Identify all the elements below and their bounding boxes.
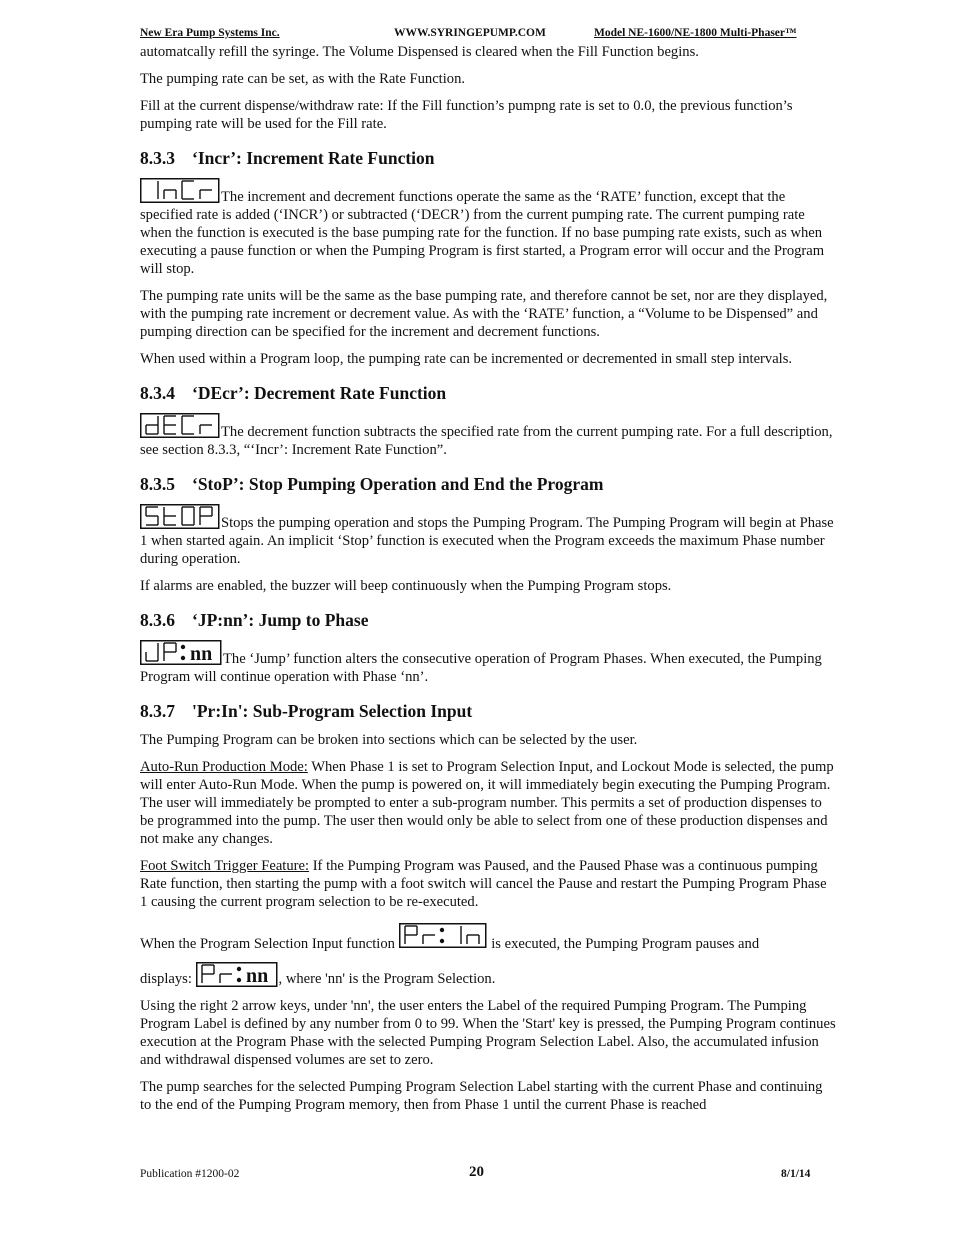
section-number: 8.3.6 xyxy=(140,610,175,630)
section-paragraph xyxy=(140,178,836,278)
section-title: ‘StoP’: Stop Pumping Operation and End the Program xyxy=(192,474,604,494)
section-number: 8.3.4 xyxy=(140,383,175,403)
section-title: ‘DEcr’: Decrement Rate Function xyxy=(192,383,447,403)
lcd-display-icon xyxy=(140,640,222,665)
section-number: 8.3.3 xyxy=(140,148,175,168)
footer-publication: Publication #1200-02 xyxy=(140,1168,240,1180)
lcd-display-icon xyxy=(140,413,220,438)
section-heading xyxy=(140,382,836,404)
section-title: 'Pr:In': Sub-Program Selection Input xyxy=(192,701,473,721)
svg-text:nn: nn xyxy=(245,965,268,987)
page-number: 20 xyxy=(469,1164,484,1180)
header-website: WWW.SYRINGEPUMP.COM xyxy=(394,27,546,39)
intro-paragraph: Fill at the current dispense/withdraw rate: If the Fill function’s pumpng rate is set to 0.0, the previous function’s pumping rate will be used for the Fill rate. xyxy=(140,98,793,132)
paragraph-text: The ‘Jump’ function alters the consecutive operation of Program Phases. When executed, the Pumping Program will continue operation with Phase ‘nn’. xyxy=(140,651,822,685)
section-title: ‘JP:nn’: Jump to Phase xyxy=(192,610,369,630)
paragraph-text: The increment and decrement functions operate the same as the ‘RATE’ function, except that the specified rate is added (‘INCR’) or subtracted (‘DECR’) from the current pumping rate. The current pumping rate when the function is executed is the base pumping rate for the function. If no base pumping rate exists, such as when executing a pause function or when the Pumping Program is first started, a Program error will occur and the Program will stop. xyxy=(140,189,825,277)
section-paragraph xyxy=(140,504,836,568)
section-heading xyxy=(140,147,836,169)
section-paragraph xyxy=(140,640,836,686)
intro-paragraph: automatcally refill the syringe. The Volume Dispensed is cleared when the Fill Function begins. xyxy=(140,44,699,60)
autorun-label: Auto-Run Production Mode: xyxy=(140,759,308,775)
paragraph-text: Stops the pumping operation and stops the Pumping Program. The Pumping Program will begin at Phase 1 when started again. An implicit ‘Stop’ function is executed when the Program exceeds the maximum Phase number during operation. xyxy=(140,515,834,567)
lcd-display-icon xyxy=(140,504,220,529)
header-company: New Era Pump Systems Inc. xyxy=(140,27,280,39)
lcd-display-icon xyxy=(140,178,220,203)
paragraph-text: is executed, the Pumping Program pauses and xyxy=(487,936,760,952)
section-paragraph: The pumping rate units will be the same as the base pumping rate, and therefore cannot be set, nor are they displayed, with the pumping rate increment or decrement value. As with the ‘RATE’ function, a “Volume to be Dispensed” and pumping direction can be specified for the increment and decrement functions. xyxy=(140,288,828,340)
paragraph-text: The decrement function subtracts the specified rate from the current pumping rate. For a full description, see section 8.3.3, “‘Incr’: Increment Rate Function”. xyxy=(140,424,833,458)
paragraph-text: If the Pumping Program was Paused, and the Paused Phase was a continuous pumping Rate function, then starting the pump with a foot switch will cancel the Pause and restart the Pumping Program Phase 1 causing the current program selection to be re-executed. xyxy=(140,858,827,910)
page-body xyxy=(140,26,836,1123)
section-paragraph xyxy=(140,413,836,459)
section-paragraph: Using the right 2 arrow keys, under 'nn', the user enters the Label of the required Pumping Program. The Pumping Program Label is defined by any number from 0 to 99. When the 'Start' key is pressed, the Pumping Program continues execution at the Program Phase with the selected Pumping Program Selection Label. Also, the accumulated infusion and withdrawal dispensed volumes are set to zero. xyxy=(140,998,836,1068)
section-title: ‘Incr’: Increment Rate Function xyxy=(192,148,435,168)
paragraph-text: , where 'nn' is the Program Selection. xyxy=(278,971,496,987)
header-model: Model NE-1600/NE-1800 Multi-Phaser™ xyxy=(594,27,797,39)
section-paragraph xyxy=(140,923,836,953)
section-paragraph xyxy=(140,758,836,848)
paragraph-text: displays: xyxy=(140,971,196,987)
footer-date: 8/1/14 xyxy=(781,1168,811,1180)
section-heading xyxy=(140,609,836,631)
section-paragraph: When used within a Program loop, the pumping rate can be incremented or decremented in small step intervals. xyxy=(140,351,793,367)
section-paragraph xyxy=(140,857,836,911)
paragraph-text: When Phase 1 is set to Program Selection Input, and Lockout Mode is selected, the pump will enter Auto-Run Mode. When the pump is powered on, it will immediately begin executing the Pumping Program. The user will immediately be prompted to enter a sub-program number. This permits a set of production dispenses to be programmed into the pump. The user then would only be able to select from one of these production dispenses and not make any changes. xyxy=(140,759,834,847)
section-paragraph: The pump searches for the selected Pumping Program Selection Label starting with the current Phase and continuing to the end of the Pumping Program memory, then from Phase 1 until the current Phase is reached xyxy=(140,1079,823,1113)
section-paragraph xyxy=(140,962,836,988)
section-number: 8.3.7 xyxy=(140,701,175,721)
lcd-display-icon xyxy=(196,962,278,987)
paragraph-text: When the Program Selection Input function xyxy=(140,936,399,952)
section-heading xyxy=(140,700,836,722)
svg-text:nn: nn xyxy=(190,643,213,665)
footswitch-label: Foot Switch Trigger Feature: xyxy=(140,858,310,874)
section-paragraph: The Pumping Program can be broken into sections which can be selected by the user. xyxy=(140,732,638,748)
intro-paragraph: The pumping rate can be set, as with the Rate Function. xyxy=(140,71,466,87)
section-heading xyxy=(140,473,836,495)
section-paragraph: If alarms are enabled, the buzzer will beep continuously when the Pumping Program stops. xyxy=(140,578,672,594)
section-number: 8.3.5 xyxy=(140,474,175,494)
lcd-display-icon xyxy=(399,923,487,948)
